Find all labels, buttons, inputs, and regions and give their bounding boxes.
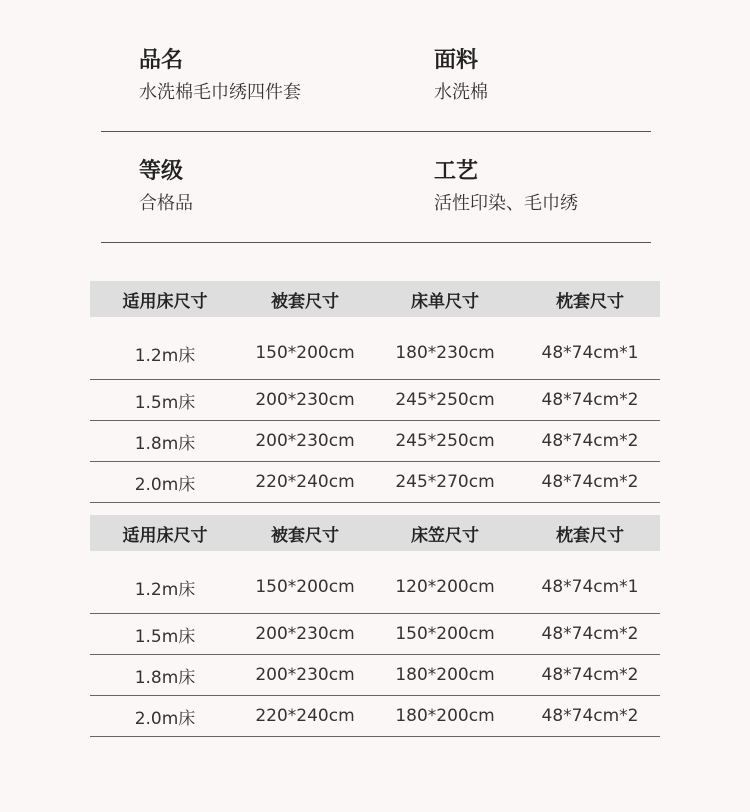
table-cell: 48*74cm*2 [520,614,660,655]
spec-row-1 [101,38,651,132]
table-cell: 200*230cm [240,655,370,696]
table-cell: 220*240cm [240,696,370,737]
table-header-row [90,515,660,551]
size-table-fitted-sheet [90,515,660,737]
table-cell: 245*250cm [370,421,520,462]
size-table-bedsheet [90,281,660,503]
table-cell: 150*200cm [370,614,520,655]
table-cell: 2.0m床 [90,462,240,503]
table-cell: 1.8m床 [90,421,240,462]
spec-label: 面料 [434,48,479,73]
column-header: 被套尺寸 [240,515,370,551]
spec-label: 品名 [139,48,184,73]
table-cell: 180*200cm [370,655,520,696]
table-cell: 245*250cm [370,380,520,421]
table-cell: 120*200cm [370,551,520,614]
table-cell: 48*74cm*1 [520,551,660,614]
table-cell: 1.2m床 [90,551,240,614]
spec-value: 水洗棉毛巾绣四件套 [139,82,301,103]
column-header: 床单尺寸 [370,281,520,317]
table-cell: 180*200cm [370,696,520,737]
table-cell: 245*270cm [370,462,520,503]
table-row [90,551,660,614]
table-cell: 200*230cm [240,421,370,462]
table-cell: 150*200cm [240,317,370,380]
table-cell: 1.5m床 [90,380,240,421]
table-cell: 48*74cm*2 [520,696,660,737]
spec-value: 活性印染、毛巾绣 [434,193,578,214]
table-cell: 1.2m床 [90,317,240,380]
spec-craft [434,159,578,215]
table-cell: 180*230cm [370,317,520,380]
table-row [90,421,660,462]
table-cell: 200*230cm [240,614,370,655]
column-header: 适用床尺寸 [90,515,240,551]
table-cell: 200*230cm [240,380,370,421]
spec-label: 工艺 [434,159,479,184]
spec-product-name [139,48,301,104]
table-cell: 48*74cm*2 [520,655,660,696]
table-row [90,380,660,421]
spec-label: 等级 [139,159,184,184]
table-row [90,696,660,737]
column-header: 适用床尺寸 [90,281,240,317]
table-cell: 48*74cm*2 [520,462,660,503]
table-row [90,462,660,503]
table-cell: 48*74cm*2 [520,421,660,462]
table-row [90,614,660,655]
spec-row-2 [101,149,651,243]
table-cell: 48*74cm*2 [520,380,660,421]
table-cell: 1.8m床 [90,655,240,696]
table-row [90,317,660,380]
column-header: 被套尺寸 [240,281,370,317]
spec-value: 水洗棉 [434,82,488,103]
spec-fabric [434,48,488,104]
table-row [90,655,660,696]
column-header: 枕套尺寸 [520,515,660,551]
table-cell: 2.0m床 [90,696,240,737]
spec-value: 合格品 [139,193,193,214]
table-cell: 48*74cm*1 [520,317,660,380]
table-cell: 150*200cm [240,551,370,614]
column-header: 床笠尺寸 [370,515,520,551]
column-header: 枕套尺寸 [520,281,660,317]
table-header-row [90,281,660,317]
spec-grade [139,159,193,215]
product-spec-section [101,38,651,243]
table-cell: 220*240cm [240,462,370,503]
table-cell: 1.5m床 [90,614,240,655]
